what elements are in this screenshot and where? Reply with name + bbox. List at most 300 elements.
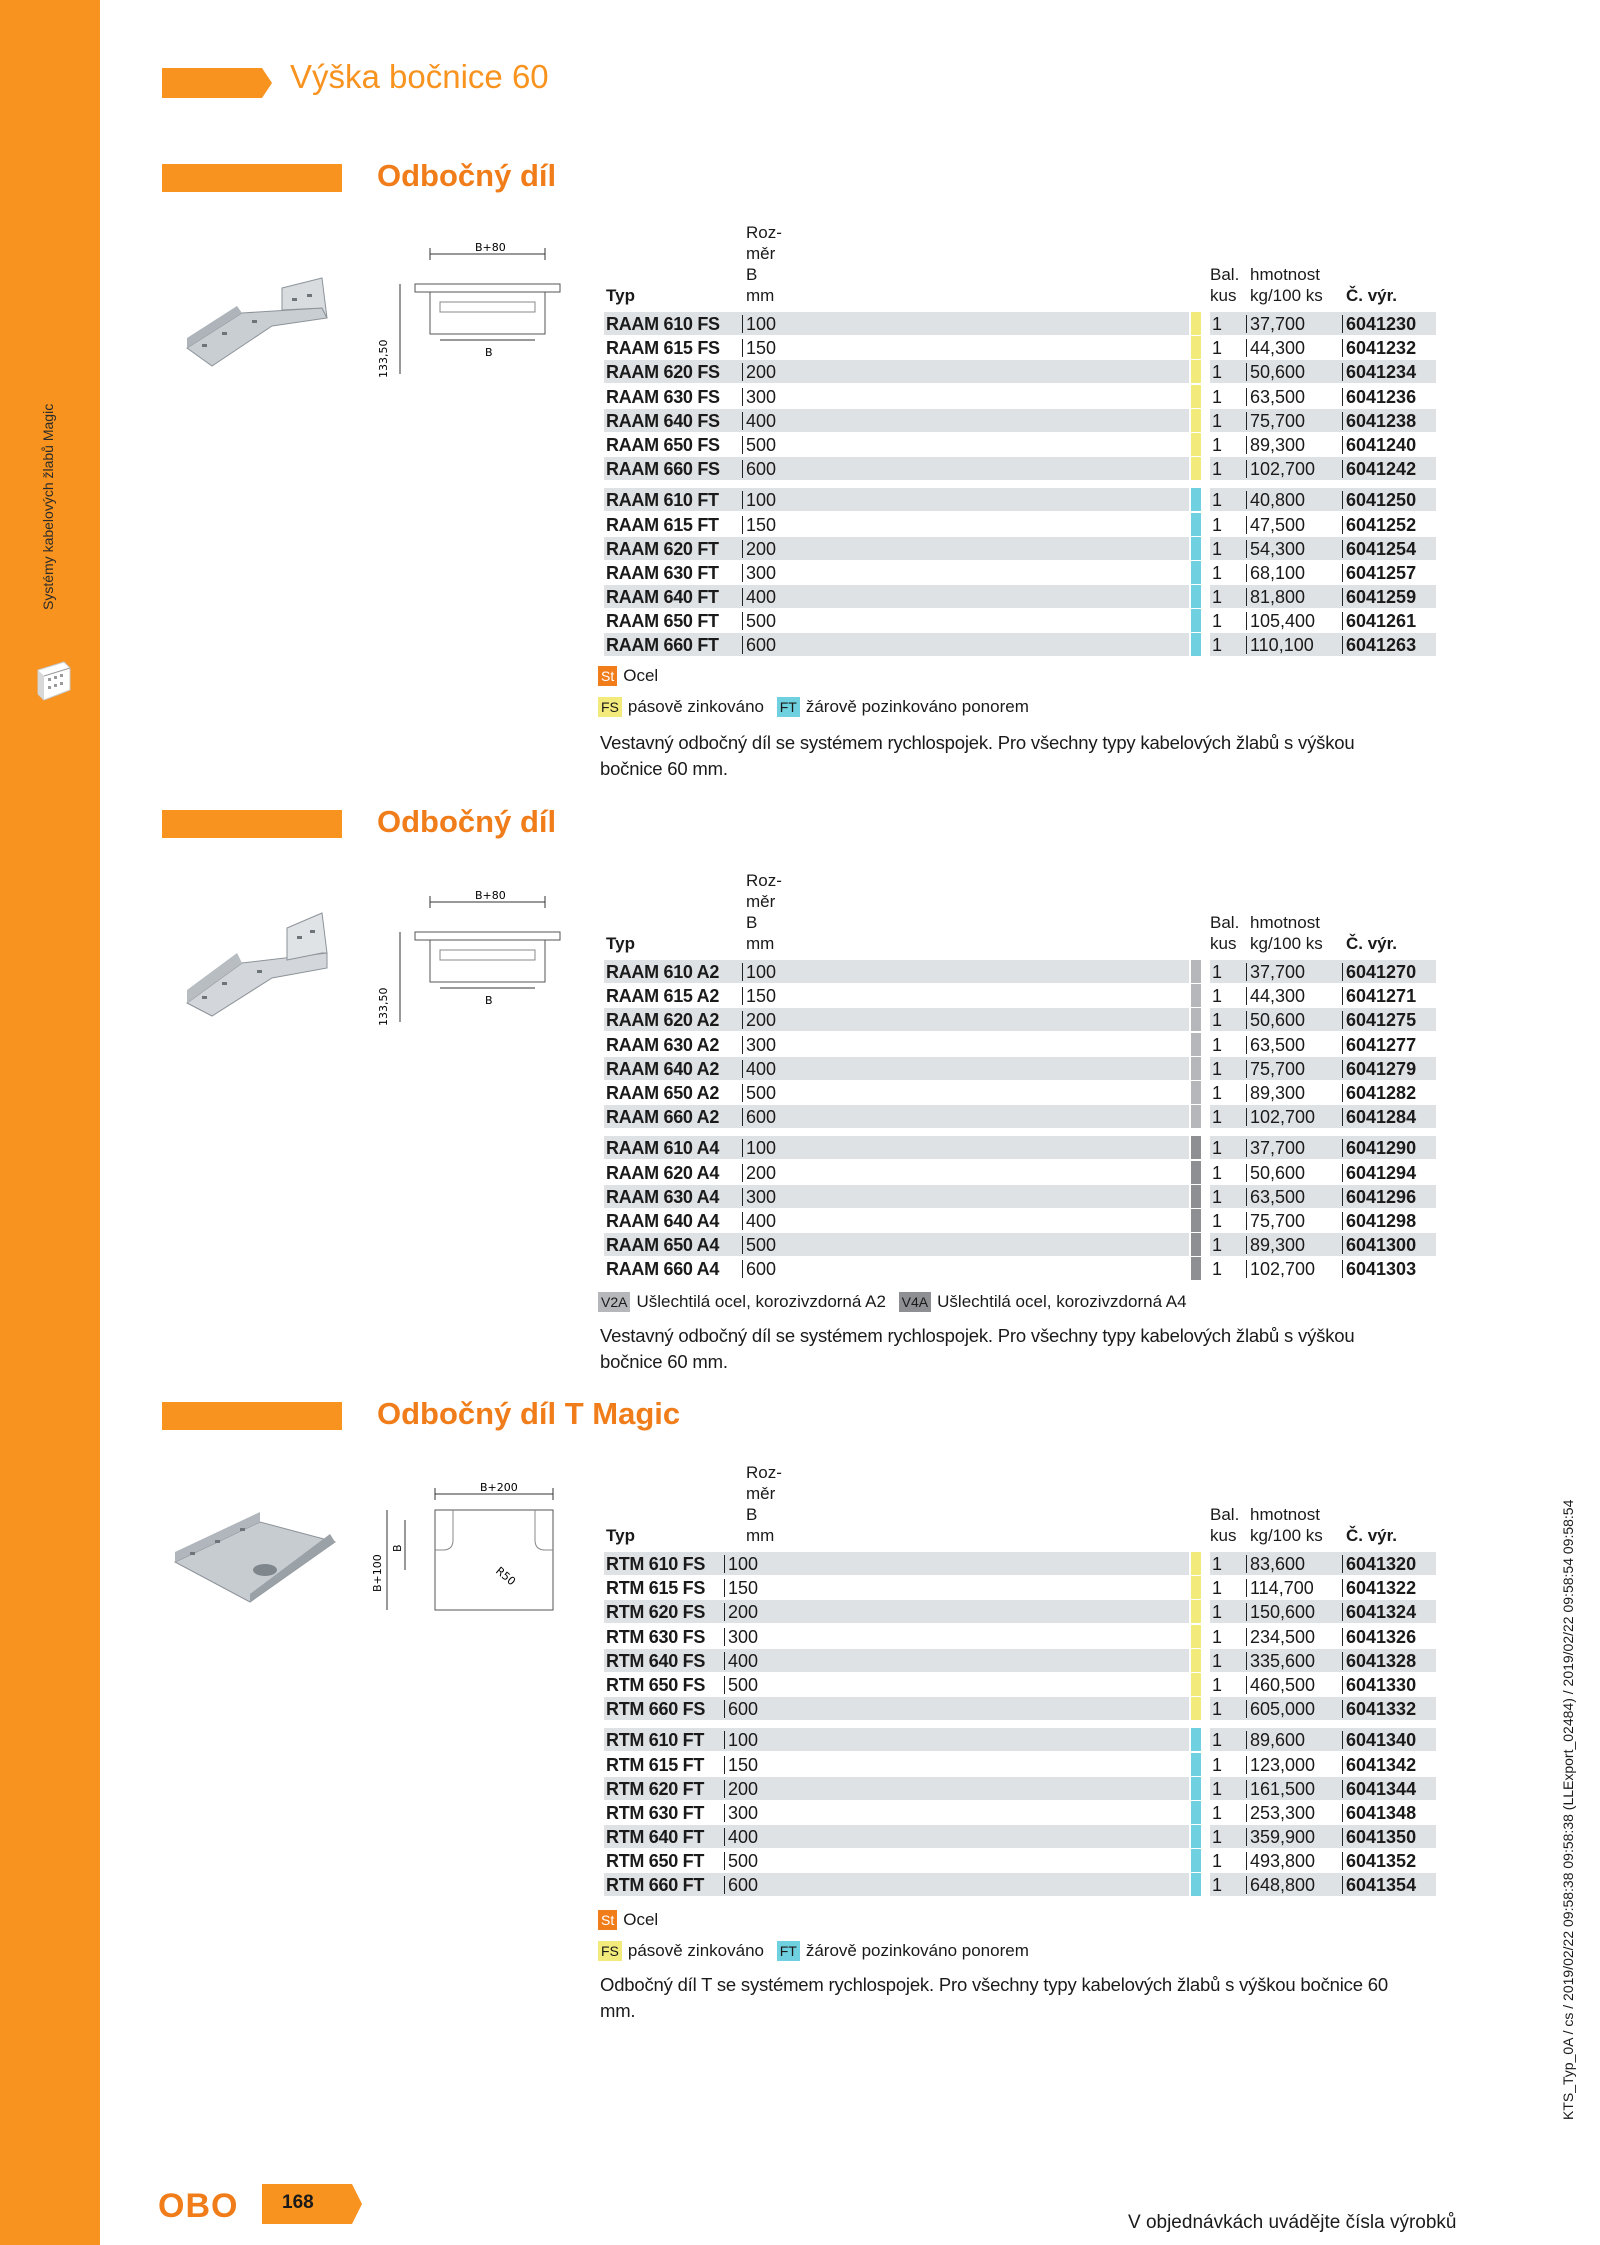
cell-weight: 63,500 [1250, 1186, 1306, 1207]
description-3: Odbočný díl T se systémem rychlospojek. Pro všechny typy kabelových žlabů s výškou bočnice 60 mm. [600, 1974, 1388, 2021]
cell-article-number: 6041282 [1346, 1082, 1417, 1103]
cell-article-number: 6041250 [1346, 490, 1417, 511]
dim-height-1: 133,50 [377, 339, 390, 378]
finish-marker [1191, 1185, 1201, 1208]
cell-width: 600 [746, 635, 777, 656]
cell-weight: 50,600 [1250, 1010, 1306, 1031]
cell-pack: 1 [1212, 1626, 1223, 1647]
cell-type: RTM 630 FS [606, 1626, 706, 1647]
cell-weight: 460,500 [1250, 1674, 1316, 1695]
table-row [604, 433, 1436, 457]
cell-article-number: 6041298 [1346, 1210, 1417, 1231]
table-row [604, 1257, 1436, 1281]
finish-marker [1191, 633, 1201, 656]
legend-finish-3: FS pásově zinkováno FT žárově pozinkováno ponorem [598, 1941, 1037, 1961]
finish-marker [1191, 513, 1201, 536]
drawing-2 [375, 888, 575, 1028]
finish-marker [1191, 433, 1201, 456]
table-row [604, 1136, 1436, 1160]
finish-marker [1191, 1600, 1201, 1623]
dim-height-3: B+100 [371, 1554, 384, 1592]
cell-pack: 1 [1212, 1138, 1223, 1159]
cell-type: RTM 615 FT [606, 1754, 705, 1775]
header-bal1: Bal. [1210, 913, 1240, 932]
cell-pack: 1 [1212, 1578, 1223, 1599]
description-1: Vestavný odbočný díl se systémem rychlospojek. Pro všechny typy kabelových žlabů s výškou bočnice 60 mm. [600, 732, 1355, 779]
table-row [604, 1161, 1436, 1185]
table-row [604, 488, 1436, 512]
cell-type: RAAM 615 FT [606, 514, 719, 535]
cell-weight: 110,100 [1250, 635, 1314, 656]
cell-weight: 150,600 [1250, 1602, 1316, 1623]
cell-type: RTM 650 FT [606, 1851, 705, 1872]
t-piece-photo [170, 1502, 340, 1612]
branch-piece-photo-2 [182, 908, 332, 1018]
cell-width: 300 [746, 1186, 777, 1207]
section-2-bar [162, 810, 342, 838]
cell-pack: 1 [1212, 1058, 1223, 1079]
cell-width: 500 [746, 434, 777, 455]
cell-pack: 1 [1212, 1778, 1223, 1799]
cell-width: 150 [746, 986, 777, 1007]
dim-radius-3: R50 [493, 1564, 519, 1589]
cell-article-number: 6041348 [1346, 1802, 1417, 1823]
cell-weight: 40,800 [1250, 490, 1306, 511]
cell-article-number: 6041326 [1346, 1626, 1417, 1647]
cell-weight: 83,600 [1250, 1554, 1306, 1574]
cell-type: RAAM 660 A2 [606, 1107, 720, 1128]
cell-weight: 63,500 [1250, 386, 1306, 407]
cell-pack: 1 [1212, 314, 1223, 334]
cell-pack: 1 [1212, 986, 1223, 1007]
cell-type: RAAM 660 FT [606, 635, 719, 656]
finish-marker [1191, 960, 1201, 983]
header-b1: Roz- [746, 223, 782, 242]
cell-type: RTM 660 FT [606, 1875, 705, 1896]
cell-weight: 37,700 [1250, 1138, 1306, 1159]
finish-marker [1191, 1849, 1201, 1872]
cell-article-number: 6041300 [1346, 1235, 1417, 1256]
sidebar-label: Systémy kabelových žlabů Magic [40, 403, 56, 610]
cell-weight: 89,600 [1250, 1730, 1306, 1751]
cell-pack: 1 [1212, 1802, 1223, 1823]
header-nr: Č. výr. [1346, 934, 1398, 953]
cell-weight: 37,700 [1250, 962, 1306, 982]
table-row [604, 984, 1436, 1008]
cell-pack: 1 [1212, 1235, 1223, 1256]
branch-piece-photo-1 [182, 268, 332, 368]
cell-width: 100 [746, 1138, 777, 1159]
cell-width: 300 [746, 386, 777, 407]
finish-marker [1191, 409, 1201, 432]
cell-weight: 44,300 [1250, 338, 1306, 359]
header-nr: Č. výr. [1346, 286, 1398, 305]
header-b4: mm [746, 286, 775, 305]
cell-width: 100 [746, 490, 777, 511]
table-row [604, 1873, 1436, 1897]
cell-weight: 75,700 [1250, 410, 1306, 431]
cell-pack: 1 [1212, 1851, 1223, 1872]
cell-weight: 102,700 [1250, 1107, 1316, 1128]
cell-article-number: 6041240 [1346, 434, 1417, 455]
cell-pack: 1 [1212, 1082, 1223, 1103]
cell-pack: 1 [1212, 338, 1223, 359]
cell-weight: 37,700 [1250, 314, 1306, 334]
finish-marker [1191, 1008, 1201, 1031]
cell-weight: 50,600 [1250, 1162, 1306, 1183]
dim-width-3: B [391, 1544, 404, 1552]
cell-weight: 335,600 [1250, 1650, 1316, 1671]
cell-width: 200 [728, 1602, 759, 1623]
cell-width: 300 [728, 1802, 759, 1823]
header-b4: mm [746, 1526, 775, 1545]
finish-marker [1191, 1697, 1201, 1720]
table-section-1 [604, 222, 1436, 658]
cell-weight: 123,000 [1250, 1754, 1316, 1775]
dim-height-2: 133,50 [377, 987, 390, 1026]
cell-width: 400 [728, 1650, 759, 1671]
cell-width: 500 [728, 1674, 759, 1695]
header-bal1: Bal. [1210, 265, 1240, 284]
header-bal2: kus [1210, 934, 1237, 953]
cell-width: 500 [746, 1235, 777, 1256]
cell-article-number: 6041263 [1346, 635, 1417, 656]
cell-width: 150 [728, 1578, 759, 1599]
table-row [604, 960, 1436, 984]
finish-marker [1191, 1105, 1201, 1128]
cell-width: 500 [746, 611, 777, 632]
cell-pack: 1 [1212, 587, 1223, 608]
cell-type: RTM 620 FS [606, 1602, 706, 1623]
cell-article-number: 6041238 [1346, 410, 1417, 431]
cell-weight: 54,300 [1250, 538, 1306, 559]
finish-marker [1191, 609, 1201, 632]
cell-article-number: 6041296 [1346, 1186, 1417, 1207]
cell-weight: 493,800 [1250, 1851, 1316, 1872]
cell-type: RAAM 620 FS [606, 362, 720, 383]
finish-marker [1191, 1552, 1201, 1575]
table-section-2 [604, 870, 1436, 1281]
cell-type: RTM 640 FT [606, 1827, 705, 1848]
cell-type: RAAM 615 A2 [606, 986, 720, 1007]
table-row [604, 1649, 1436, 1673]
cell-article-number: 6041270 [1346, 962, 1417, 982]
header-type: Typ [606, 934, 635, 953]
cell-weight: 75,700 [1250, 1210, 1306, 1231]
cell-pack: 1 [1212, 1754, 1223, 1775]
table-row [604, 1552, 1436, 1576]
header-b2: měr [746, 892, 776, 911]
header-b3: B [746, 1505, 758, 1524]
cell-type: RAAM 630 FS [606, 386, 720, 407]
cell-width: 100 [746, 962, 777, 982]
cell-pack: 1 [1212, 1162, 1223, 1183]
cell-pack: 1 [1212, 1554, 1223, 1574]
cell-weight: 105,400 [1250, 611, 1316, 632]
cell-article-number: 6041332 [1346, 1699, 1417, 1720]
finish-marker [1191, 1161, 1201, 1184]
finish-marker [1191, 1033, 1201, 1056]
table-row [604, 1057, 1436, 1081]
cell-article-number: 6041236 [1346, 386, 1417, 407]
table-row [604, 457, 1436, 481]
cell-pack: 1 [1212, 490, 1223, 511]
cell-pack: 1 [1212, 1034, 1223, 1055]
table-row [604, 1209, 1436, 1233]
table-row [604, 537, 1436, 561]
finish-marker [1191, 1753, 1201, 1776]
table-row [604, 513, 1436, 537]
table-row [604, 1233, 1436, 1257]
cell-pack: 1 [1212, 1186, 1223, 1207]
table-row [604, 1777, 1436, 1801]
cell-article-number: 6041342 [1346, 1754, 1417, 1775]
header-b4: mm [746, 934, 775, 953]
cell-width: 500 [728, 1851, 759, 1872]
cable-tray-icon [34, 660, 74, 704]
cell-article-number: 6041257 [1346, 562, 1417, 583]
cell-article-number: 6041303 [1346, 1259, 1417, 1280]
cell-type: RAAM 620 A4 [606, 1162, 720, 1183]
section-2-title: Odbočný díl [377, 804, 557, 839]
cell-weight: 44,300 [1250, 986, 1306, 1007]
cell-type: RAAM 640 FS [606, 410, 720, 431]
cell-width: 150 [728, 1754, 759, 1775]
cell-width: 200 [746, 538, 777, 559]
cell-width: 200 [746, 362, 777, 383]
cell-pack: 1 [1212, 1827, 1223, 1848]
header-w2: kg/100 ks [1250, 934, 1323, 953]
table-row [604, 385, 1436, 409]
finish-marker [1191, 1136, 1201, 1159]
finish-marker [1191, 1777, 1201, 1800]
cell-type: RAAM 650 FS [606, 434, 720, 455]
cell-weight: 68,100 [1250, 562, 1306, 583]
cell-article-number: 6041234 [1346, 362, 1417, 383]
table-row [604, 1008, 1436, 1032]
cell-width: 600 [728, 1699, 759, 1720]
cell-article-number: 6041242 [1346, 459, 1417, 480]
cell-pack: 1 [1212, 459, 1223, 480]
cell-width: 400 [728, 1827, 759, 1848]
header-b3: B [746, 265, 758, 284]
cell-article-number: 6041322 [1346, 1578, 1417, 1599]
cell-pack: 1 [1212, 1602, 1223, 1623]
cell-type: RAAM 640 FT [606, 587, 719, 608]
table-row [604, 1801, 1436, 1825]
cell-weight: 359,900 [1250, 1827, 1316, 1848]
cell-weight: 50,600 [1250, 362, 1306, 383]
table-row [604, 1673, 1436, 1697]
header-w2: kg/100 ks [1250, 1526, 1323, 1545]
cell-article-number: 6041275 [1346, 1010, 1417, 1031]
cell-article-number: 6041294 [1346, 1162, 1417, 1183]
cell-type: RTM 610 FS [606, 1554, 706, 1574]
table-row [604, 1697, 1436, 1721]
finish-marker [1191, 537, 1201, 560]
cell-article-number: 6041232 [1346, 338, 1417, 359]
cell-pack: 1 [1212, 434, 1223, 455]
cell-pack: 1 [1212, 1650, 1223, 1671]
finish-marker [1191, 1233, 1201, 1256]
cell-type: RAAM 640 A4 [606, 1210, 720, 1231]
header-bal2: kus [1210, 1526, 1237, 1545]
finish-marker [1191, 1728, 1201, 1751]
cell-weight: 161,500 [1250, 1778, 1316, 1799]
section-3-title: Odbočný díl T Magic [377, 1396, 681, 1431]
cell-width: 300 [728, 1626, 759, 1647]
cell-pack: 1 [1212, 962, 1223, 982]
finish-marker [1191, 1801, 1201, 1824]
table-row [604, 1825, 1436, 1849]
cell-width: 400 [746, 587, 777, 608]
table-header [604, 1462, 1436, 1552]
cell-pack: 1 [1212, 1699, 1223, 1720]
page-title: Výška bočnice 60 [290, 58, 549, 95]
cell-width: 200 [746, 1162, 777, 1183]
cell-width: 600 [746, 1107, 777, 1128]
header-b3: B [746, 913, 758, 932]
cell-article-number: 6041340 [1346, 1730, 1417, 1751]
cell-article-number: 6041324 [1346, 1602, 1417, 1623]
cell-width: 600 [746, 459, 777, 480]
cell-width: 100 [746, 314, 777, 334]
cell-type: RAAM 650 A4 [606, 1235, 720, 1256]
cell-width: 400 [746, 1058, 777, 1079]
cell-weight: 81,800 [1250, 587, 1306, 608]
cell-type: RAAM 610 A4 [606, 1138, 720, 1159]
finish-marker [1191, 1057, 1201, 1080]
cell-pack: 1 [1212, 1875, 1223, 1896]
cell-weight: 605,000 [1250, 1699, 1316, 1720]
description-2: Vestavný odbočný díl se systémem rychlospojek. Pro všechny typy kabelových žlabů s výškou bočnice 60 mm. [600, 1325, 1355, 1372]
finish-marker [1191, 1576, 1201, 1599]
table-row [604, 1625, 1436, 1649]
finish-marker [1191, 1873, 1201, 1896]
export-stamp: KTS_Typ_0A / cs / 2019/02/22 09:58:38 09:58:38 (LLExport_02484) / 2019/02/22 09:58:54 09:58:54 [1560, 1499, 1576, 2120]
legend-material-3: St Ocel [598, 1910, 658, 1930]
cell-article-number: 6041330 [1346, 1674, 1417, 1695]
cell-article-number: 6041271 [1346, 986, 1417, 1007]
legend-finish-2: V2A Ušlechtilá ocel, korozivzdorná A2 V4A Ušlechtilá ocel, korozivzdorná A4 [598, 1292, 1195, 1312]
cell-type: RAAM 620 A2 [606, 1010, 720, 1031]
cell-weight: 75,700 [1250, 1058, 1306, 1079]
cell-width: 200 [746, 1010, 777, 1031]
cell-pack: 1 [1212, 1210, 1223, 1231]
header-w1: hmotnost [1250, 265, 1320, 284]
finish-marker [1191, 561, 1201, 584]
cell-type: RAAM 660 FS [606, 459, 720, 480]
cell-width: 150 [746, 338, 777, 359]
cell-weight: 114,700 [1250, 1578, 1314, 1599]
cell-width: 100 [728, 1554, 759, 1574]
finish-marker [1191, 336, 1201, 359]
cell-type: RAAM 660 A4 [606, 1259, 720, 1280]
finish-marker [1191, 1625, 1201, 1648]
cell-article-number: 6041344 [1346, 1778, 1417, 1799]
cell-width: 150 [746, 514, 777, 535]
cell-article-number: 6041252 [1346, 514, 1417, 535]
cell-pack: 1 [1212, 611, 1223, 632]
table-header [604, 222, 1436, 312]
cell-article-number: 6041320 [1346, 1554, 1417, 1574]
cell-article-number: 6041350 [1346, 1827, 1417, 1848]
header-type: Typ [606, 1526, 635, 1545]
cell-pack: 1 [1212, 514, 1223, 535]
header-type: Typ [606, 286, 635, 305]
cell-article-number: 6041261 [1346, 611, 1417, 632]
cell-type: RTM 660 FS [606, 1699, 706, 1720]
header-w1: hmotnost [1250, 913, 1320, 932]
cell-type: RAAM 615 FS [606, 338, 720, 359]
cell-weight: 63,500 [1250, 1034, 1306, 1055]
cell-pack: 1 [1212, 362, 1223, 383]
table-row [604, 585, 1436, 609]
cell-article-number: 6041254 [1346, 538, 1417, 559]
footer-note: V objednávkách uvádějte čísla výrobků [1128, 2212, 1457, 2233]
cell-type: RAAM 630 FT [606, 562, 719, 583]
table-row [604, 360, 1436, 384]
cell-type: RAAM 610 A2 [606, 962, 720, 982]
legend-finish-1: FS pásově zinkováno FT žárově pozinkováno ponorem [598, 697, 1037, 717]
cell-width: 100 [728, 1730, 759, 1751]
finish-marker [1191, 457, 1201, 480]
finish-marker [1191, 1081, 1201, 1104]
cell-type: RAAM 650 A2 [606, 1082, 720, 1103]
cell-width: 400 [746, 410, 777, 431]
cell-pack: 1 [1212, 1107, 1223, 1128]
header-b2: měr [746, 244, 776, 263]
cell-article-number: 6041277 [1346, 1034, 1417, 1055]
cell-type: RTM 630 FT [606, 1802, 705, 1823]
finish-marker [1191, 488, 1201, 511]
table-row [604, 409, 1436, 433]
header-b1: Roz- [746, 871, 782, 890]
legend-material-1: St Ocel [598, 666, 658, 686]
cell-pack: 1 [1212, 1259, 1223, 1280]
table-row [604, 1600, 1436, 1624]
cell-pack: 1 [1212, 410, 1223, 431]
section-3-bar [162, 1402, 342, 1430]
cell-weight: 89,300 [1250, 1082, 1306, 1103]
section-1-title: Odbočný díl [377, 158, 557, 193]
cell-weight: 253,300 [1250, 1802, 1316, 1823]
header-b1: Roz- [746, 1463, 782, 1482]
finish-marker [1191, 385, 1201, 408]
cell-pack: 1 [1212, 386, 1223, 407]
cell-weight: 89,300 [1250, 1235, 1306, 1256]
dim-width-1: B [485, 346, 493, 359]
cell-width: 400 [746, 1210, 777, 1231]
cell-type: RTM 650 FS [606, 1674, 706, 1695]
cell-type: RAAM 640 A2 [606, 1058, 720, 1079]
finish-marker [1191, 984, 1201, 1007]
table-row [604, 1185, 1436, 1209]
header-w1: hmotnost [1250, 1505, 1320, 1524]
header-bal1: Bal. [1210, 1505, 1240, 1524]
cell-weight: 102,700 [1250, 459, 1316, 480]
cell-type: RAAM 630 A4 [606, 1186, 720, 1207]
cell-width: 600 [746, 1259, 777, 1280]
cell-article-number: 6041354 [1346, 1875, 1417, 1896]
drawing-3 [371, 1480, 575, 1630]
cell-weight: 234,500 [1250, 1626, 1316, 1647]
finish-marker [1191, 312, 1201, 335]
cell-width: 600 [728, 1875, 759, 1896]
table-header [604, 870, 1436, 960]
cell-type: RTM 620 FT [606, 1778, 705, 1799]
table-row [604, 1849, 1436, 1873]
